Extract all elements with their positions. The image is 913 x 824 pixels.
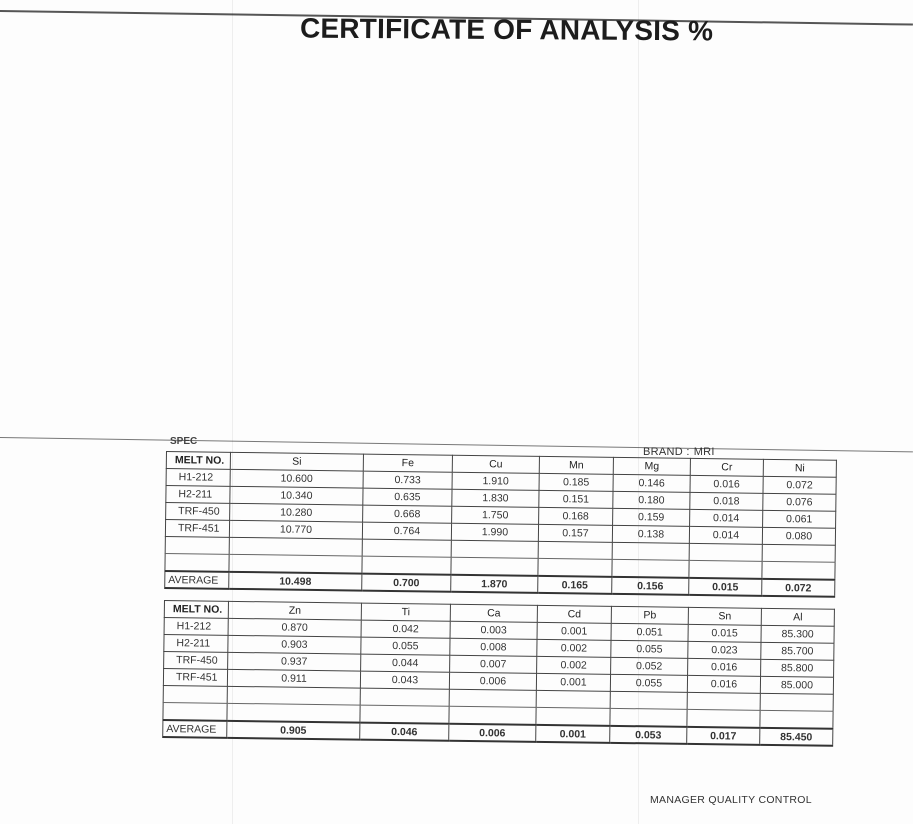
value-cell: 0.052 bbox=[611, 657, 688, 675]
empty-cell bbox=[687, 709, 760, 727]
empty-cell bbox=[689, 543, 762, 561]
empty-cell bbox=[362, 539, 451, 557]
average-cell: 0.156 bbox=[612, 577, 689, 595]
average-cell: 1.870 bbox=[451, 575, 538, 593]
element-header: Pb bbox=[611, 606, 688, 624]
average-cell: 85.450 bbox=[760, 728, 833, 746]
value-cell: 0.911 bbox=[227, 669, 360, 688]
value-cell: 0.016 bbox=[690, 475, 763, 493]
value-cell: 0.635 bbox=[363, 488, 452, 506]
element-header: Mg bbox=[613, 457, 690, 475]
value-cell: 0.937 bbox=[228, 652, 361, 671]
melt-no-cell: TRF-450 bbox=[164, 652, 228, 670]
empty-cell bbox=[229, 537, 362, 556]
value-cell: 0.055 bbox=[361, 637, 450, 655]
spec-label: SPEC bbox=[170, 436, 198, 447]
element-header: Mn bbox=[539, 456, 613, 474]
empty-cell bbox=[610, 708, 687, 727]
empty-cell bbox=[762, 561, 835, 579]
value-cell: 85.700 bbox=[761, 642, 834, 660]
element-header: Si bbox=[230, 452, 363, 471]
average-cell: 0.165 bbox=[538, 576, 612, 594]
value-cell: 0.080 bbox=[762, 527, 835, 545]
value-cell: 0.733 bbox=[363, 471, 452, 489]
empty-cell bbox=[612, 559, 689, 578]
empty-cell bbox=[612, 542, 689, 560]
element-header: Ni bbox=[763, 459, 836, 477]
element-header: Ca bbox=[450, 604, 537, 622]
melt-no-cell: H2-211 bbox=[166, 486, 230, 504]
average-cell: 0.006 bbox=[449, 724, 536, 742]
empty-cell bbox=[451, 540, 538, 558]
empty-cell bbox=[536, 707, 610, 725]
value-cell: 0.014 bbox=[689, 526, 762, 544]
melt-no-header: MELT NO. bbox=[166, 452, 230, 470]
empty-cell bbox=[538, 541, 612, 559]
value-cell: 0.185 bbox=[539, 473, 613, 491]
value-cell: 0.072 bbox=[763, 476, 836, 494]
empty-cell bbox=[687, 692, 760, 710]
empty-cell bbox=[227, 686, 360, 705]
value-cell: 1.750 bbox=[452, 506, 539, 524]
empty-cell bbox=[360, 705, 449, 724]
value-cell: 1.910 bbox=[452, 472, 539, 490]
analysis-table-1 bbox=[164, 451, 837, 598]
empty-cell bbox=[760, 710, 833, 728]
value-cell: 0.001 bbox=[536, 673, 610, 691]
empty-cell bbox=[449, 689, 536, 707]
average-cell: 0.017 bbox=[687, 727, 760, 745]
value-cell: 0.138 bbox=[612, 525, 689, 543]
value-cell: 0.006 bbox=[449, 672, 536, 690]
element-header: Zn bbox=[228, 601, 361, 620]
value-cell: 0.055 bbox=[610, 674, 687, 692]
element-header: Fe bbox=[363, 454, 452, 472]
value-cell: 0.008 bbox=[450, 638, 537, 656]
document-title: CERTIFICATE OF ANALYSIS % bbox=[299, 12, 714, 47]
element-header: Al bbox=[761, 608, 834, 626]
value-cell: 0.043 bbox=[360, 671, 449, 689]
value-cell: 0.146 bbox=[613, 474, 690, 492]
value-cell: 0.180 bbox=[613, 491, 690, 509]
empty-cell bbox=[538, 558, 612, 576]
empty-cell bbox=[760, 693, 833, 711]
value-cell: 10.280 bbox=[230, 503, 363, 522]
value-cell: 0.014 bbox=[690, 509, 763, 527]
empty-cell bbox=[165, 553, 229, 571]
melt-no-cell: TRF-451 bbox=[163, 669, 227, 687]
signature-line: MANAGER QUALITY CONTROL bbox=[650, 794, 812, 806]
value-cell: 0.870 bbox=[228, 618, 361, 637]
brand-label: BRAND : bbox=[643, 446, 690, 458]
value-cell: 0.003 bbox=[450, 621, 537, 639]
value-cell: 10.600 bbox=[230, 469, 363, 488]
empty-cell bbox=[163, 685, 227, 703]
value-cell: 85.300 bbox=[761, 625, 834, 643]
empty-cell bbox=[360, 688, 449, 706]
average-cell: 0.905 bbox=[227, 721, 360, 740]
melt-no-cell: TRF-450 bbox=[166, 503, 230, 521]
empty-cell bbox=[227, 703, 360, 722]
value-cell: 0.042 bbox=[361, 620, 450, 638]
value-cell: 0.044 bbox=[361, 654, 450, 672]
analysis-table-2 bbox=[162, 600, 835, 747]
value-cell: 0.168 bbox=[539, 507, 613, 525]
brand-line bbox=[639, 446, 715, 458]
brand-value: MRI bbox=[693, 446, 715, 458]
empty-cell bbox=[610, 691, 687, 709]
empty-cell bbox=[762, 544, 835, 562]
melt-no-cell: H2-211 bbox=[164, 635, 228, 653]
empty-cell bbox=[229, 554, 362, 573]
element-header: Cu bbox=[452, 455, 539, 473]
average-cell: 0.001 bbox=[536, 725, 610, 743]
average-cell: 0.046 bbox=[360, 723, 449, 741]
value-cell: 0.001 bbox=[537, 622, 611, 640]
value-cell: 0.015 bbox=[688, 624, 761, 642]
empty-cell bbox=[536, 690, 610, 708]
value-cell: 0.016 bbox=[688, 658, 761, 676]
empty-cell bbox=[689, 560, 762, 578]
average-cell: 0.072 bbox=[762, 579, 835, 597]
element-header: Sn bbox=[688, 607, 761, 625]
value-cell: 1.990 bbox=[451, 523, 538, 541]
value-cell: 10.340 bbox=[230, 486, 363, 505]
empty-cell bbox=[449, 706, 536, 725]
value-cell: 0.076 bbox=[763, 493, 836, 511]
element-header: Ti bbox=[361, 603, 450, 621]
average-cell: 0.700 bbox=[362, 574, 451, 592]
melt-no-header: MELT NO. bbox=[164, 601, 228, 619]
value-cell: 85.000 bbox=[760, 676, 833, 694]
value-cell: 0.764 bbox=[362, 522, 451, 540]
average-label: AVERAGE bbox=[165, 571, 229, 589]
empty-cell bbox=[163, 702, 227, 720]
value-cell: 0.002 bbox=[537, 639, 611, 657]
value-cell: 0.159 bbox=[613, 508, 690, 526]
value-cell: 0.157 bbox=[538, 524, 612, 542]
value-cell: 0.016 bbox=[687, 675, 760, 693]
average-cell: 0.015 bbox=[689, 578, 762, 596]
value-cell: 0.018 bbox=[690, 492, 763, 510]
value-cell: 0.023 bbox=[688, 641, 761, 659]
element-header: Cd bbox=[537, 605, 611, 623]
empty-cell bbox=[362, 556, 451, 575]
average-cell: 0.053 bbox=[610, 726, 687, 744]
empty-cell bbox=[165, 536, 229, 554]
value-cell: 0.061 bbox=[763, 510, 836, 528]
value-cell: 1.830 bbox=[452, 489, 539, 507]
value-cell: 85.800 bbox=[761, 659, 834, 677]
average-label: AVERAGE bbox=[163, 720, 227, 738]
value-cell: 0.002 bbox=[537, 656, 611, 674]
value-cell: 0.055 bbox=[611, 640, 688, 658]
value-cell: 0.007 bbox=[450, 655, 537, 673]
value-cell: 0.151 bbox=[539, 490, 613, 508]
average-cell: 10.498 bbox=[229, 572, 362, 591]
melt-no-cell: H1-212 bbox=[166, 469, 230, 487]
value-cell: 0.668 bbox=[363, 505, 452, 523]
melt-no-cell: TRF-451 bbox=[165, 520, 229, 538]
melt-no-cell: H1-212 bbox=[164, 618, 228, 636]
empty-cell bbox=[451, 557, 538, 576]
value-cell: 0.903 bbox=[228, 635, 361, 654]
element-header: Cr bbox=[690, 458, 763, 476]
value-cell: 0.051 bbox=[611, 623, 688, 641]
value-cell: 10.770 bbox=[229, 520, 362, 539]
middle-rule bbox=[0, 437, 913, 452]
